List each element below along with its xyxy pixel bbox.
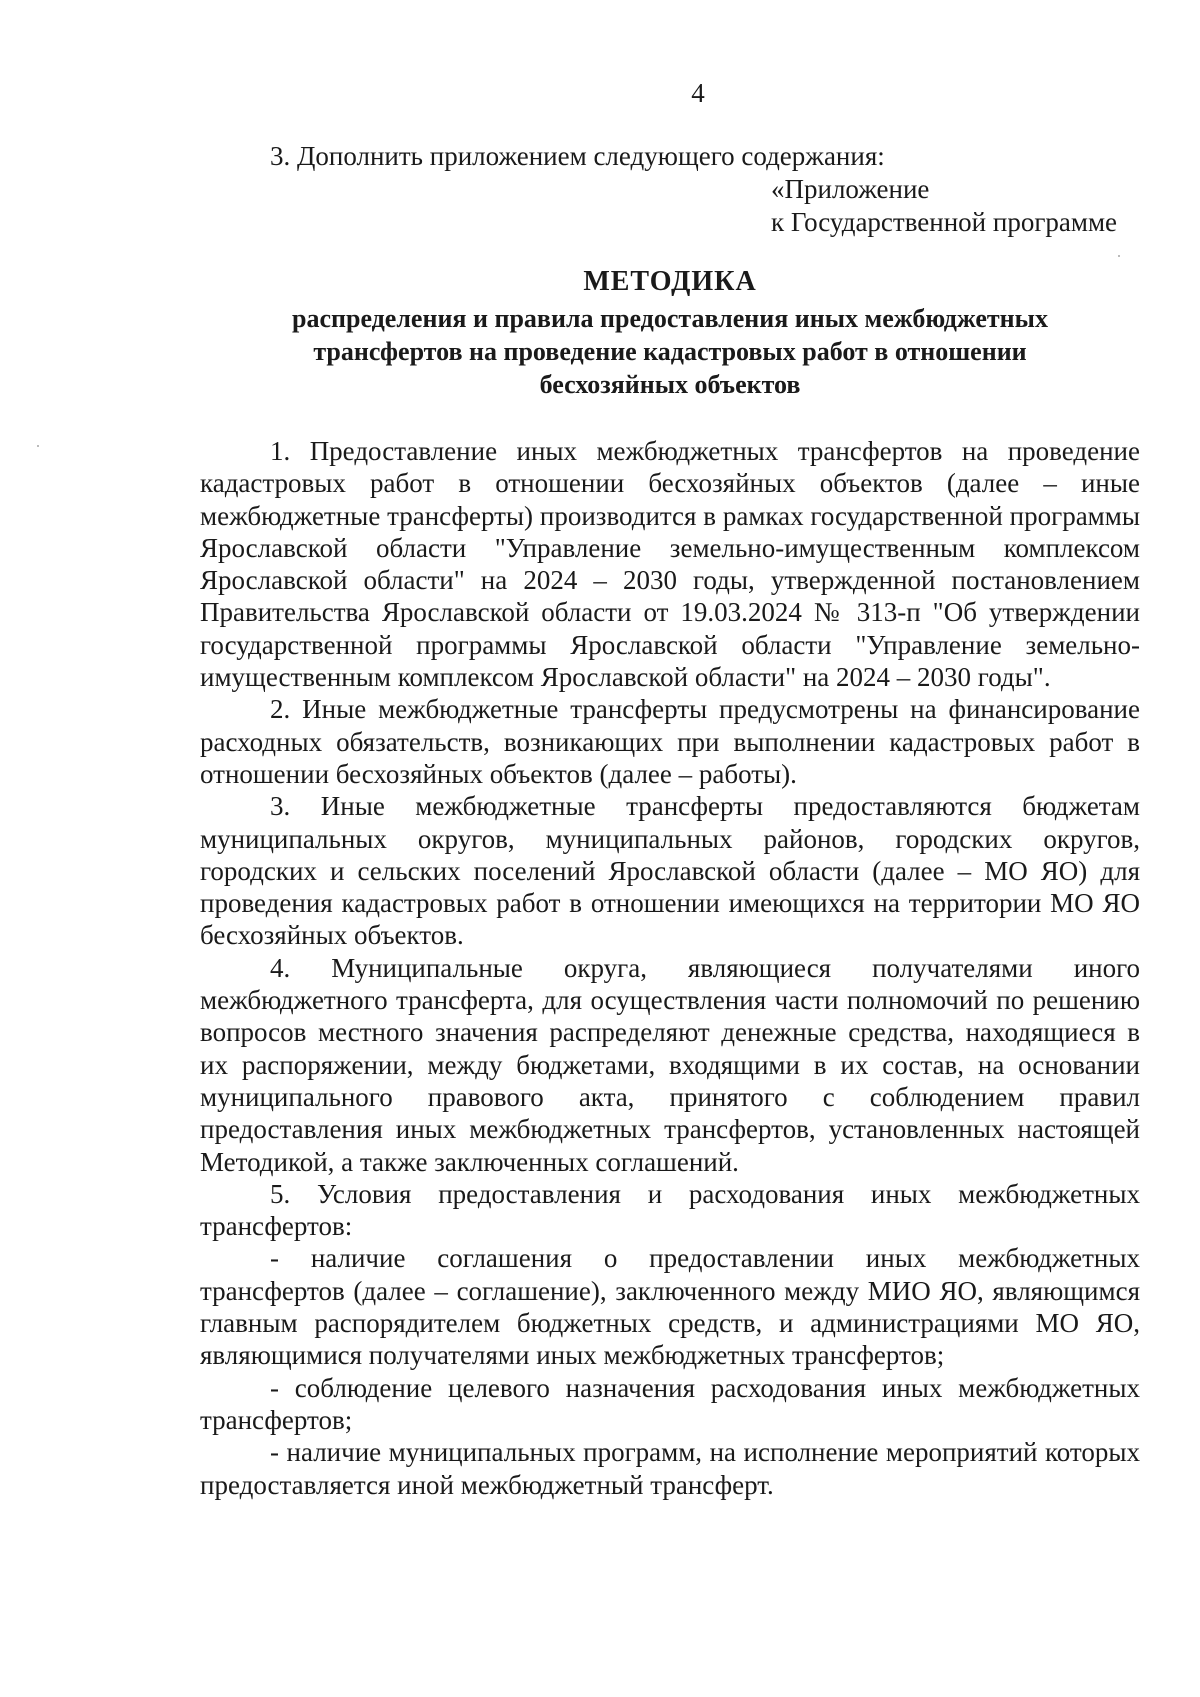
title-line-1: распределения и правила предоставления иных межбюджетных bbox=[292, 304, 1048, 333]
appendix-line-1: «Приложение bbox=[771, 174, 930, 204]
title-line-3: бесхозяйных объектов bbox=[539, 370, 801, 399]
scan-speck bbox=[37, 445, 39, 447]
paragraph-5-item-2: - соблюдение целевого назначения расходования иных межбюджетных трансфертов; bbox=[200, 1372, 1140, 1435]
paragraph-4: 4. Муниципальные округа, являющиеся получателями иного межбюджетного трансферта, для осуществления части полномочий по решению вопросов местного значения распределяют денежные средства, находящиеся в их распоряжении, между бюджетами, входящими в их состав, на основании муниципального правового акта, принятого с соблюдением правил предоставления иных межбюджетных трансфертов, установленных настоящей Методикой, а также заключенных соглашений. bbox=[200, 952, 1140, 1177]
page-number: 4 bbox=[691, 78, 705, 108]
document-title bbox=[200, 265, 1140, 401]
appendix-line-2: к Государственной программе bbox=[771, 207, 1118, 237]
paragraph-5-item-1: - наличие соглашения о предоставлении иных межбюджетных трансфертов (далее – соглашение), заключенного между МИО ЯО, являющимся главным распорядителем бюджетных средств, и администрациями МО ЯО, являющимися получателями иных межбюджетных трансфертов; bbox=[200, 1243, 1140, 1371]
paragraph-5: 5. Условия предоставления и расходования иных межбюджетных трансфертов: bbox=[200, 1178, 1140, 1242]
paragraph-3: 3. Иные межбюджетные трансферты предоставляются бюджетам муниципальных округов, муниципальных районов, городских округов, городских и сельских поселений Ярославской области (далее – МО ЯО) для проведения кадастровых работ в отношении имеющихся на территории МО ЯО бесхозяйных объектов. bbox=[200, 791, 1140, 951]
paragraph-2: 2. Иные межбюджетные трансферты предусмотрены на финансирование расходных обязательств, возникающих при выполнении кадастровых работ в отношении бесхозяйных объектов (далее – работы). bbox=[200, 694, 1140, 789]
appendix-mark bbox=[771, 173, 1117, 239]
paragraph-1: 1. Предоставление иных межбюджетных трансфертов на проведение кадастровых работ в отношении бесхозяйных объектов (далее – иные межбюджетные трансферты) производится в рамках государственной программы Ярославской области "Управление земельно-имущественным комплексом Ярославской области" на 2024 – 2030 годы, утвержденной постановлением Правительства Ярославской области от 19.03.2024 № 313-п "Об утверждении государственной программы Ярославской области "Управление земельно-имущественным комплексом Ярославской области" на 2024 – 2030 годы". bbox=[200, 436, 1140, 693]
scan-speck bbox=[1118, 255, 1120, 257]
paragraph-5-item-3: - наличие муниципальных программ, на исполнение мероприятий которых предоставляется иной межбюджетный трансферт. bbox=[200, 1437, 1140, 1500]
title-line-2: трансфертов на проведение кадастровых работ в отношении bbox=[313, 337, 1027, 366]
body-text bbox=[200, 435, 1140, 1501]
title-main: МЕТОДИКА bbox=[583, 266, 757, 297]
intro-line: 3. Дополнить приложением следующего содержания: bbox=[270, 141, 885, 171]
